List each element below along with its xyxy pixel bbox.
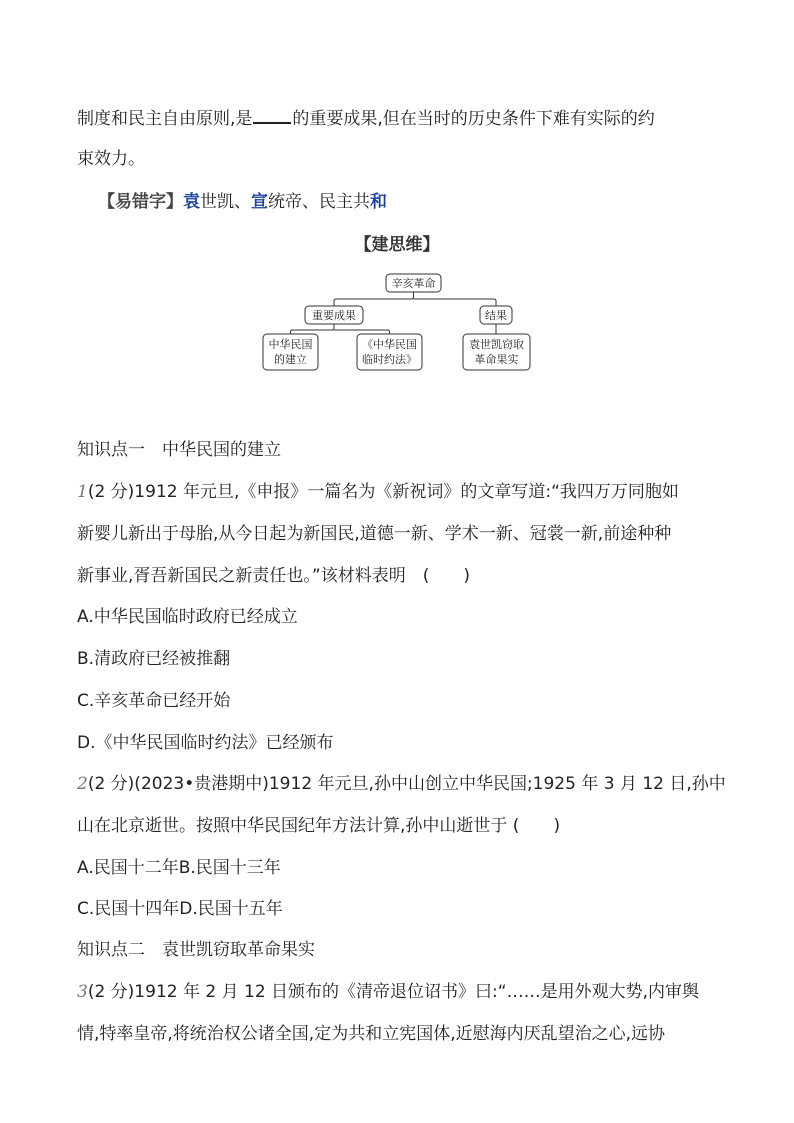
highlight-char: 袁 [183, 192, 200, 212]
question-number: 2 [77, 774, 88, 794]
option-b[interactable]: B.清政府已经被推翻 [77, 649, 231, 669]
node-text: 中华民国 [268, 338, 313, 351]
question-2-line [77, 814, 560, 838]
text: 世凯、 [200, 192, 251, 212]
question-2-line [77, 772, 726, 796]
node-root: 辛亥革命 [391, 277, 436, 290]
question-3-line [77, 980, 699, 1004]
question-1-line [77, 480, 679, 504]
text: 山在北京逝世。按照中华民国纪年方法计算,孙中山逝世于 ( [77, 816, 520, 836]
node-text: 临时约法》 [362, 353, 417, 366]
connector-root-result [414, 299, 497, 306]
question-1-line: 新婴儿新出于母胎,从今日起为新国民,道德一新、学术一新、冠裳一新,前途种种 [77, 524, 672, 544]
connector-root-achievements [334, 292, 414, 306]
question-3-line: 情,特率皇帝,将统治权公诸全国,定为共和立宪国体,近慰海内厌乱望治之心,远协 [77, 1024, 666, 1044]
question-1-line [77, 564, 470, 588]
section-title: 知识点二 袁世凯窃取革命果实 [77, 940, 315, 960]
node-text: 袁世凯窃取 [469, 338, 524, 351]
node-leaf1 [263, 337, 318, 367]
question-number: 1 [77, 482, 88, 502]
node-text: 革命果实 [474, 353, 519, 366]
node-leaf2 [357, 337, 422, 367]
options-c-d[interactable]: C.民国十四年D.民国十五年 [77, 899, 283, 919]
connector-achievements-leaf1 [291, 324, 335, 334]
connector-achievements-leaf2 [334, 330, 390, 334]
node-result: 结果 [485, 309, 507, 322]
text: (2 分)1912 年 2 月 12 日颁布的《清帝退位诏书》曰:“……是用外观大势,内审舆 [87, 982, 699, 1002]
highlight-char: 宣 [251, 192, 268, 212]
option-d[interactable]: D.《中华民国临时约法》已经颁布 [77, 733, 334, 753]
node-achievements: 重要成果 [312, 309, 356, 322]
node-leaf3 [463, 337, 530, 367]
text: ) [463, 566, 470, 586]
node-text: 的建立 [274, 353, 307, 366]
text: 统帝、民主共 [268, 192, 370, 212]
option-c[interactable]: C.辛亥革命已经开始 [77, 691, 231, 711]
text: (2 分)1912 年元旦,《申报》一篇名为《新祝词》的文章写道:“我四万万同胞如 [87, 482, 679, 502]
options-a-b[interactable]: A.民国十二年B.民国十三年 [77, 858, 281, 878]
section-title: 知识点一 中华民国的建立 [77, 440, 281, 460]
highlight-char: 和 [370, 192, 387, 212]
text: 的重要成果,但在当时的历史条件下难有实际的约 [292, 109, 655, 129]
option-a[interactable]: A.中华民国临时政府已经成立 [77, 607, 298, 627]
text: ) [553, 816, 561, 836]
cuo-label: 【易错字】 [98, 192, 183, 212]
think-heading: 【建思维】 [354, 235, 440, 255]
text: (2 分)(2023•贵港期中)1912 年元旦,孙中山创立中华民国;1925 年 3 月 12 日,孙中 [87, 774, 726, 794]
question-number: 3 [77, 982, 88, 1002]
text: 新事业,胥吾新国民之新责任也。”该材料表明 ( [77, 566, 430, 586]
node-text: 《中华民国 [362, 338, 417, 351]
text: 制度和民主自由原则,是 [77, 109, 253, 129]
paragraph-line: 束效力。 [77, 149, 145, 169]
